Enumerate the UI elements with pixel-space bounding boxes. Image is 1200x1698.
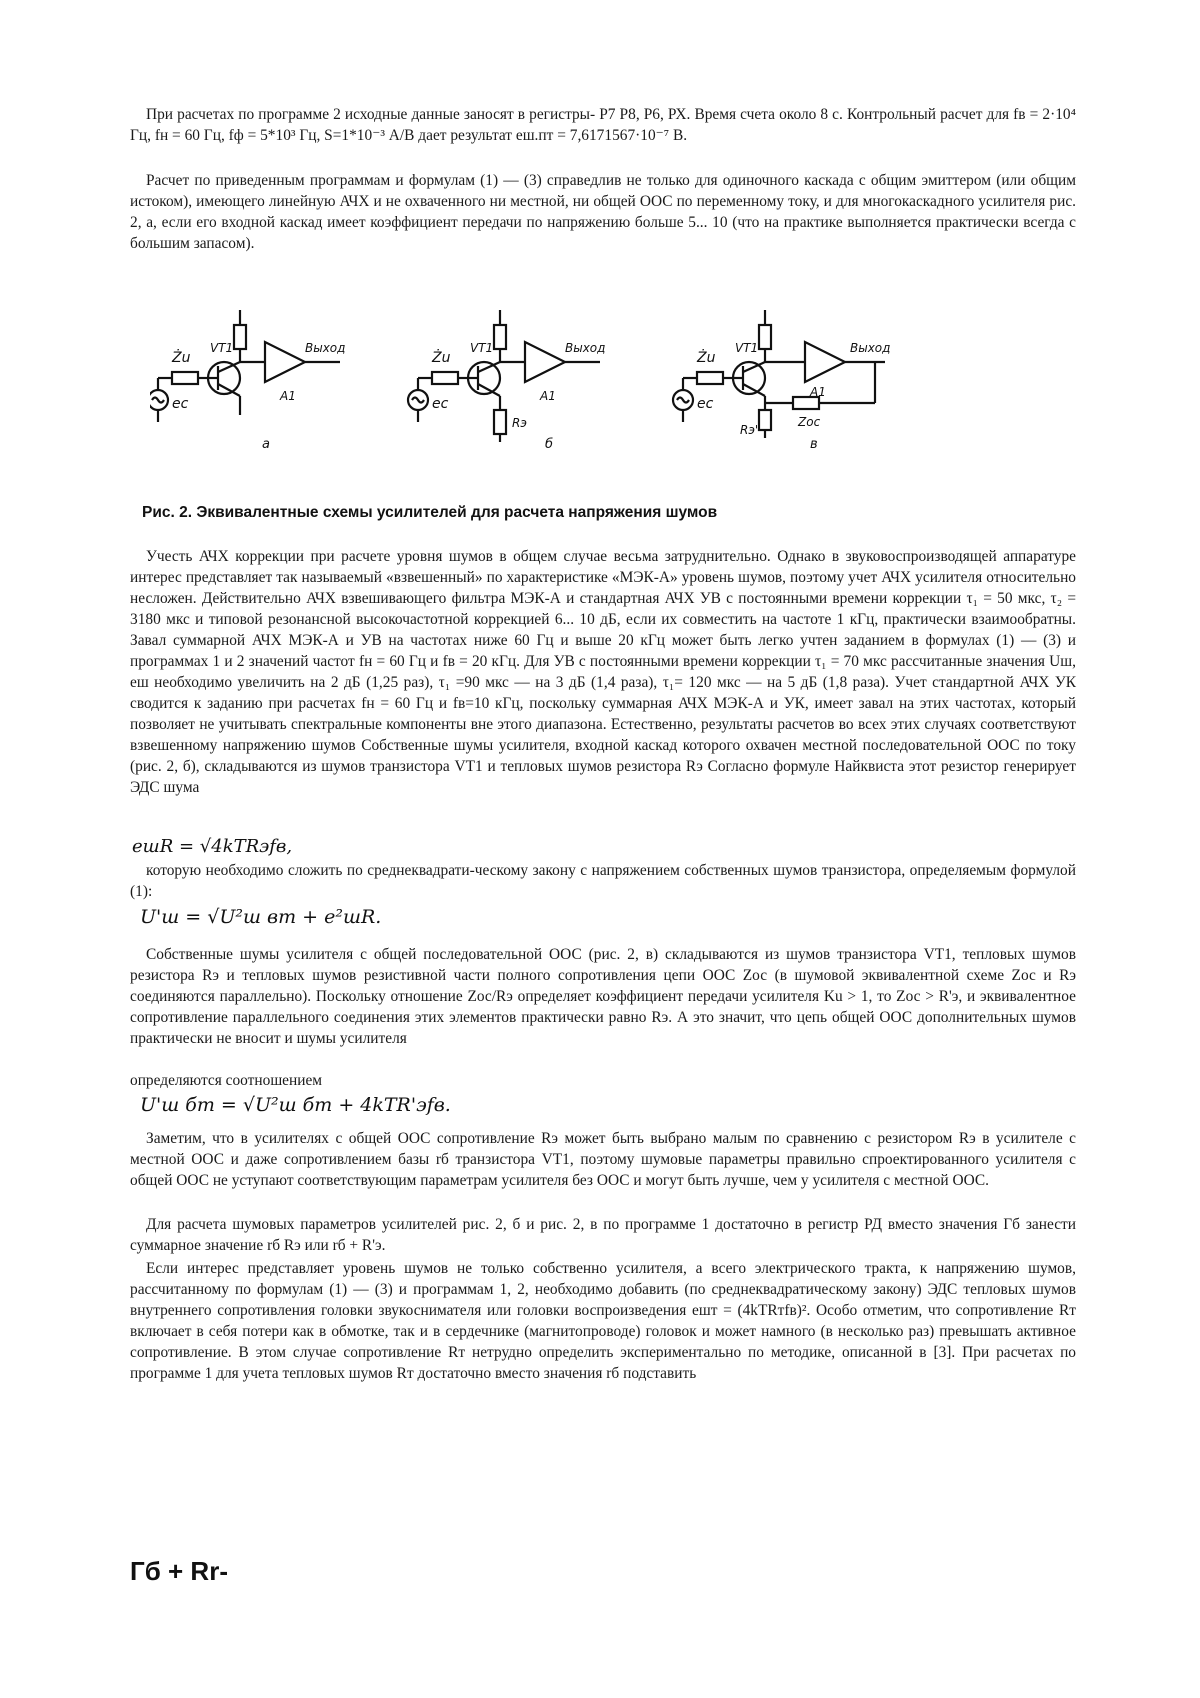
output-label-b: Выход xyxy=(565,341,606,355)
circuit-b xyxy=(408,310,600,442)
output-label-a: Выход xyxy=(305,341,346,355)
amp-label-c: A1 xyxy=(810,385,826,399)
amp-label-a: A1 xyxy=(280,389,296,403)
sub-label-b: б xyxy=(545,437,554,452)
transistor-label-c: VT1 xyxy=(735,341,759,355)
zoc-label-c: Zoc xyxy=(798,415,821,429)
paragraph-5: Собственные шумы усилителя с общей последовательной ООС (рис. 2, в) складываются из шумов транзистора VT1, тепловых шумов резистора Rэ и тепловых шумов резистивной части полного сопротивления цепи ООС Zос (в шумовой эквивалентной схеме Zос и Rэ соединяются параллельно). Поскольку отношение Zос/Rэ определяет коэффициент передачи усилителя Ku > 1, то Zос > R'э, и эквивалентное сопротивление параллельного соединения этих элементов практически равно Rэ. А это значит, что цепь общей ООС дополнительных шумов практически не вносит и шумы усилителя xyxy=(130,946,1076,1047)
source-label-a: ec xyxy=(172,396,189,412)
formula-nyquist: eшR = √4kTRэfв, xyxy=(132,836,293,857)
re-prime-label-c: Rэ' xyxy=(740,423,759,437)
circuit-c xyxy=(673,310,885,438)
paragraph-5b: определяются соотношением xyxy=(130,1072,323,1089)
paragraph-7: Для расчета шумовых параметров усилителей рис. 2, б и рис. 2, в по программе 1 достаточно в регистр РД вместо значения Гб занести суммарное значение rб Rэ или rб + R'э. xyxy=(130,1216,1076,1254)
impedance-label-a: Żu xyxy=(172,350,191,366)
paragraph-3: Учесть АЧХ коррекции при расчете уровня шумов в общем случае весьма затруднительно. Однако в звуковоспроизводящей аппаратуре интерес представляет так называемый «взвешенный» по характеристике «МЭК-А» уровень шумов, поэтому учет АЧХ усилителя относительно несложен. Действительно АЧХ взвешивающего фильтра МЭК-А и стандартная АЧХ УВ с постоянными времени коррекции τ₁ = 50 мкс, τ₂ = 3180 мкс и типовой резонансной высокочастотной коррекцией 6... 10 дБ, если их совместить на частоте 1 кГц, практически взаимообратны. Завал суммарной АЧХ МЭК-А и УВ на частотах ниже 60 Гц и выше 20 кГц может быть легко учтен заданием в формулах (1) — (3) и программах 1 и 2 значений частот fн = 60 Гц и fв = 20 кГц. Для УВ с постоянными времени коррекции τ₁ = 70 мкс рассчитанные значения Uш, eш необходимо увеличить на 2 дБ (1,25 раз), τ₁ =90 мкс — на 3 дБ (1,4 раза), τ₁= 120 мкс — на 5 дБ (1,8 раза). Учет стандартной АЧХ УК сводится к заданию при расчетах fн = 60 Гц и fв=10 кГц, поскольку суммарная АЧХ МЭК-А и УК, имеет завал на этих частотах, который позволяет не учитывать спектральные компоненты вне этого диапазона. Естественно, результаты расчетов во всех этих случаях соответствуют взвешенному напряжению шумов Собственные шумы усилителя, входной каскад которого охвачен местной последовательной ООС по току (рис. 2, б), складываются из шумов транзистора VT1 и тепловых шумов резистора Rэ Согласно формуле Найквиста этот резистор генерирует ЭДС шума xyxy=(130,548,1076,796)
sub-label-a: а xyxy=(262,437,270,452)
sub-label-c: в xyxy=(810,437,818,452)
paragraph-1: При расчетах по программе 2 исходные данные заносят в регистры- Р7 Р8, Р6, РХ. Время счета около 8 с. Контрольный расчет для fв = 2·10⁴ Гц, fн = 60 Гц, fф = 5*10³ Гц, S=1*10⁻³ А/В дает результат eш.пт = 7,6171567·10⁻⁷ В. xyxy=(130,106,1076,144)
paragraph-8: Если интерес представляет уровень шумов не только собственно усилителя, а всего электрического тракта, к напряжению шумов, рассчитанному по формулам (1) — (3) и программам 1, 2, необходимо добавить (по среднеквадратическому закону) ЭДС тепловых шумов внутреннего сопротивления головки звукоснимателя или головки воспроизведения eшт = (4kTRтfв)². Особо отметим, что сопротивление Rт включает в себя потери как в обмотке, так и в сердечнике (магнитопроводе) головок и может намного (в несколько раз) превышать активное сопротивление. В этом случае сопротивление Rт нетрудно определить экспериментально по методике, описанной в [3]. При расчетах по программе 1 для учета тепловых шумов Rт достаточно вместо значения rб подставить xyxy=(130,1260,1076,1382)
paragraph-4: которую необходимо сложить по среднеквадрати-ческому закону с напряжением собственных шумов транзистора, определяемым формулой (1): xyxy=(130,862,1076,900)
paragraph-2: Расчет по приведенным программам и формулам (1) — (3) справедлив не только для одиночного каскада с общим эмиттером (или общим истоком), имеющего линейную АЧХ и не охваченного ни местной, ни общей ООС по переменному току, и для многокаскадного усилителя рис. 2, а, если его входной каскад имеет коэффициент передачи по напряжению больше 5... 10 (что на практике выполняется практически всегда с большим запасом). xyxy=(130,172,1076,252)
formula-total-noise: U'ш = √U²ш вт + e²шR. xyxy=(140,906,382,928)
trailing-formula: Гб + Rr- xyxy=(130,1556,228,1586)
re-label-b: Rэ xyxy=(512,416,527,430)
source-label-b: ec xyxy=(432,396,449,412)
source-label-c: ec xyxy=(697,396,714,412)
formula-feedback-noise: U'ш бт = √U²ш бт + 4kTR'эfв. xyxy=(140,1094,451,1116)
transistor-label-a: VT1 xyxy=(210,341,234,355)
paragraph-6: Заметим, что в усилителях с общей ООС сопротивление Rэ может быть выбрано малым по сравнению с резистором Rэ в усилителе с местной ООС и даже сопротивлением базы rб транзистора VT1, поэтому шумовые параметры правильно спроектированного усилителя с общей ООС не уступают соответствующим параметрам усилителя без ООС и могут быть лучше, чем у усилителя с местной ООС. xyxy=(130,1130,1076,1189)
figure-caption: Рис. 2. Эквивалентные схемы усилителей для расчета напряжения шумов xyxy=(142,504,718,521)
impedance-label-b: Żu xyxy=(432,350,451,366)
impedance-label-c: Żu xyxy=(697,350,716,366)
output-label-c: Выход xyxy=(850,341,891,355)
transistor-label-b: VT1 xyxy=(470,341,494,355)
circuit-figure xyxy=(150,300,950,480)
amp-label-b: A1 xyxy=(540,389,556,403)
